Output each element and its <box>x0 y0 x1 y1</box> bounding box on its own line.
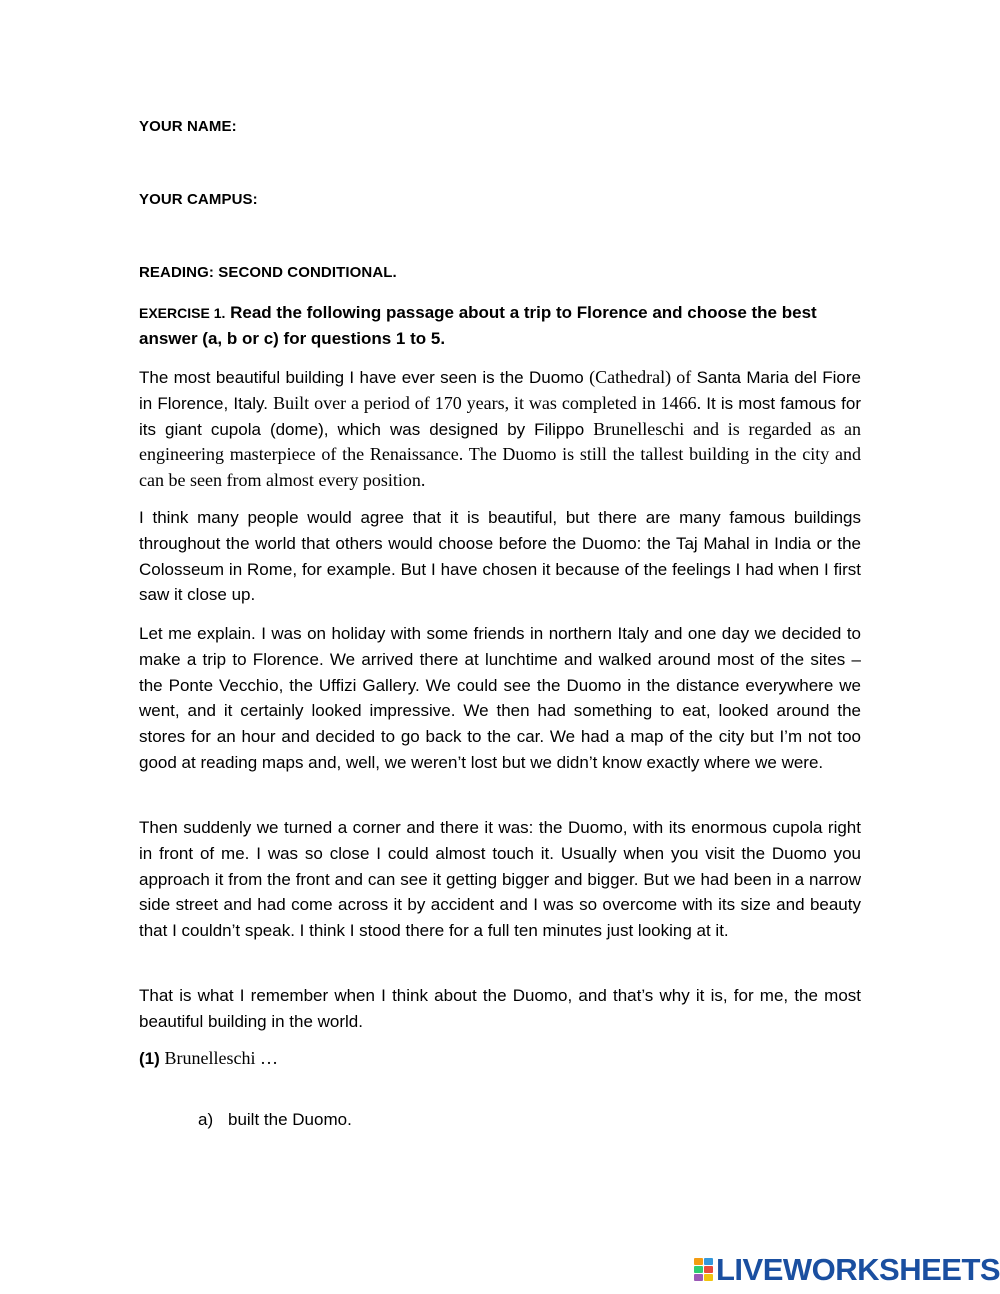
p1-part-a: The most beautiful building I have ever seen is the Duomo <box>139 368 584 387</box>
question-1 <box>139 1048 278 1069</box>
name-label: YOUR NAME: <box>139 118 237 135</box>
exercise-instruction <box>139 300 861 351</box>
question-text: Brunelleschi … <box>164 1048 278 1068</box>
p1-part-f: Brunelleschi and is regarded as an engineering masterpiece of the Renaissance. The Duomo is still the tallest building in the city and can be seen from almost every position. <box>139 418 861 491</box>
p1-part-b: (Cathedral) of <box>589 367 692 387</box>
liveworksheets-logo <box>694 1253 1000 1287</box>
section-title: READING: SECOND CONDITIONAL. <box>139 264 397 281</box>
logo-blocks-icon <box>694 1258 714 1282</box>
option-text: built the Duomo. <box>228 1110 352 1129</box>
passage-paragraph-3: Let me explain. I was on holiday with some friends in northern Italy and one day we decided to make a trip to Florence. We arrived there at lunchtime and walked around most of the sites – the Ponte Vecchio, the Uffizi Gallery. We could see the Duomo in the distance everywhere we went, and it certainly looked impressive. We then had something to eat, looked around the stores for an hour and decided to go back to the car. We had a map of the city but I’m not too good at reading maps and, well, we weren’t lost but we didn’t know exactly where we were. <box>139 624 861 772</box>
passage-paragraph-2: I think many people would agree that it is beautiful, but there are many famous buildings throughout the world that others would choose before the Duomo: the Taj Mahal in India or the Colosseum in Rome, for example. But I have chosen it because of the feelings I had when I first saw it close up. <box>139 508 861 605</box>
passage-paragraph-5: That is what I remember when I think about the Duomo, and that’s why it is, for me, the most beautiful building in the world. <box>139 986 861 1031</box>
passage-paragraph-4: Then suddenly we turned a corner and there it was: the Duomo, with its enormous cupola right in front of me. I was so close I could almost touch it. Usually when you visit the Duomo you approach it from the front and can see it getting bigger and bigger. But we had been in a narrow side street and had come across it by accident and I was so overcome with its size and beauty that I couldn’t speak. I think I stood there for a full ten minutes just looking at it. <box>139 818 861 941</box>
option-a[interactable] <box>198 1110 352 1130</box>
logo-text: LIVEWORKSHEETS <box>716 1252 1000 1287</box>
question-number: (1) <box>139 1049 160 1068</box>
exercise-text: Read the following passage about a trip to Florence and choose the best answer (a, b or c) for questions 1 to 5. <box>139 303 817 348</box>
option-letter: a) <box>198 1110 214 1129</box>
exercise-number: EXERCISE 1. <box>139 305 226 321</box>
passage-paragraph-1 <box>139 365 861 494</box>
campus-label: YOUR CAMPUS: <box>139 191 258 208</box>
p1-part-d: Built over a period of 170 years, it was completed in 1466. <box>273 392 702 413</box>
p1-part-e: It is most famous for its giant cupola (dome), which was designed by Filippo <box>139 393 861 439</box>
p1-part-c: Santa Maria del Fiore in Florence, Italy. <box>139 368 861 413</box>
